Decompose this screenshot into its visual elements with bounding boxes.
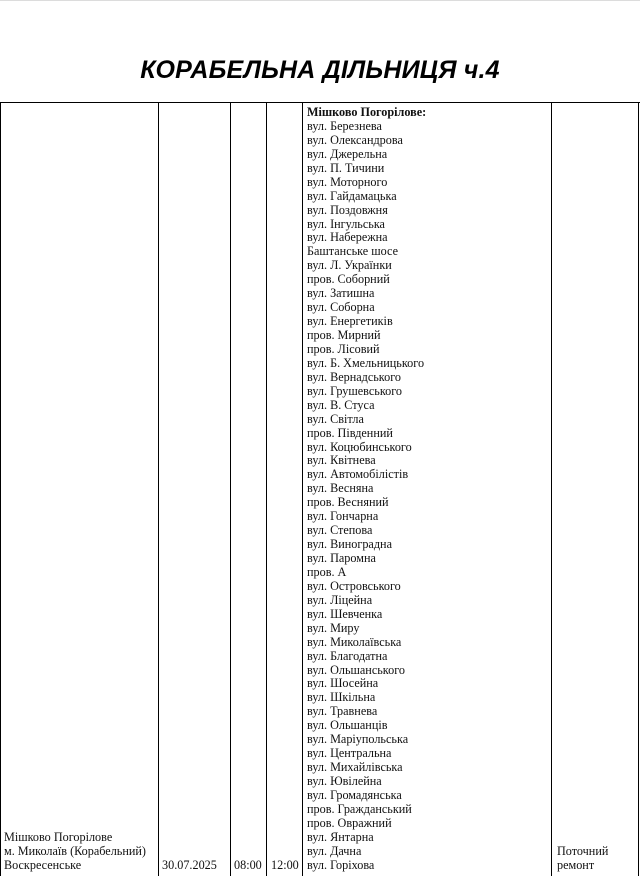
street-item: вул. Джерельна: [307, 146, 388, 161]
street-item: пров. Весняний: [307, 495, 389, 510]
street-item: вул. Островського: [307, 578, 401, 593]
street-item: вул. Маріупольська: [307, 732, 409, 747]
street-item: вул. Затишна: [307, 286, 375, 301]
street-item: вул. Олександрова: [307, 132, 403, 147]
column-divider-start: [266, 102, 267, 876]
street-item: вул. Шкільна: [307, 690, 376, 705]
cell-streets: [307, 106, 547, 873]
street-item: вул. Михайлівська: [307, 760, 403, 775]
street-item: вул. В. Стуса: [307, 397, 375, 412]
page-title: КОРАБЕЛЬНА ДІЛЬНИЦЯ ч.4: [140, 56, 500, 84]
street-item: вул. Степова: [307, 523, 373, 538]
street-item: вул. П. Тичини: [307, 160, 385, 175]
street-item: вул. Вернадського: [307, 369, 401, 384]
street-item: вул. Інгульська: [307, 216, 385, 231]
street-item: вул. Моторного: [307, 174, 388, 189]
street-item: вул. Миру: [307, 620, 360, 635]
street-item: вул. Б. Хмельницького: [307, 355, 425, 370]
place-line: Мішково Погорілове: [4, 830, 113, 844]
street-item: вул. Соборна: [307, 300, 375, 315]
street-item: вул. Квітнева: [307, 453, 376, 468]
streets-header: Мішково Погорілове:: [307, 105, 427, 119]
street-item: пров. Південний: [307, 425, 393, 440]
street-item: вул. Благодатна: [307, 648, 388, 663]
top-rule: [0, 0, 640, 1]
column-divider-place: [158, 102, 159, 876]
street-item: вул. Поздовжня: [307, 202, 388, 217]
table-top-border: [0, 102, 640, 103]
street-item: вул. Ліцейна: [307, 592, 373, 607]
street-item: Баштанське шосе: [307, 244, 398, 259]
table-border-left: [0, 102, 1, 876]
column-divider-end: [302, 102, 303, 876]
street-item: вул. Ювілейна: [307, 774, 382, 788]
street-item: пров. Соборний: [307, 272, 390, 287]
cell-place: [4, 830, 146, 872]
street-item: пров. Овражний: [307, 815, 392, 830]
street-item: вул. Центральна: [307, 746, 392, 761]
street-item: вул. Ольшанців: [307, 718, 388, 733]
cell-time-end: 12:00: [271, 858, 299, 872]
street-item: вул. Гайдамацька: [307, 188, 397, 203]
street-item: вул. Громадянська: [307, 787, 402, 802]
street-item: пров. Гражданський: [307, 801, 412, 816]
street-item: вул. Автомобілістів: [307, 467, 409, 482]
street-item: пров. А: [307, 564, 347, 579]
place-line: Воскресенське: [4, 858, 82, 872]
place-line: м. Миколаїв (Корабельний): [4, 844, 146, 858]
cell-date: 30.07.2025: [162, 858, 217, 872]
street-item: вул. Виноградна: [307, 537, 392, 552]
street-item: вул. Коцюбинського: [307, 439, 412, 454]
street-item: вул. Шосейна: [307, 676, 379, 691]
street-item: вул. Ольшанського: [307, 662, 405, 677]
street-item: вул. Миколаївська: [307, 634, 402, 649]
street-item: вул. Дачна: [307, 843, 362, 858]
column-divider-date: [230, 102, 231, 876]
street-item: пров. Лісовий: [307, 341, 380, 356]
street-item: пров. Мирний: [307, 328, 381, 342]
work-type-line: Поточний: [557, 844, 609, 858]
street-item: вул. Весняна: [307, 481, 374, 496]
street-item: вул. Шевченка: [307, 606, 383, 621]
street-item: вул. Березнева: [307, 118, 382, 133]
street-item: вул. Горіхова: [307, 857, 375, 872]
street-item: вул. Янтарна: [307, 829, 374, 844]
street-item: вул. Енергетиків: [307, 314, 393, 329]
street-item: вул. Світла: [307, 411, 364, 426]
street-item: вул. Грушевського: [307, 383, 403, 398]
street-item: вул. Набережна: [307, 230, 388, 245]
street-item: вул. Паромна: [307, 551, 376, 565]
work-type-line: ремонт: [557, 858, 595, 872]
table-border-right: [638, 102, 639, 876]
street-item: вул. Л. Українки: [307, 258, 392, 273]
column-divider-streets: [551, 102, 552, 876]
street-item: вул. Травнева: [307, 704, 378, 719]
cell-time-start: 08:00: [234, 858, 262, 872]
street-item: вул. Гончарна: [307, 509, 379, 524]
cell-work-type: [557, 844, 608, 872]
